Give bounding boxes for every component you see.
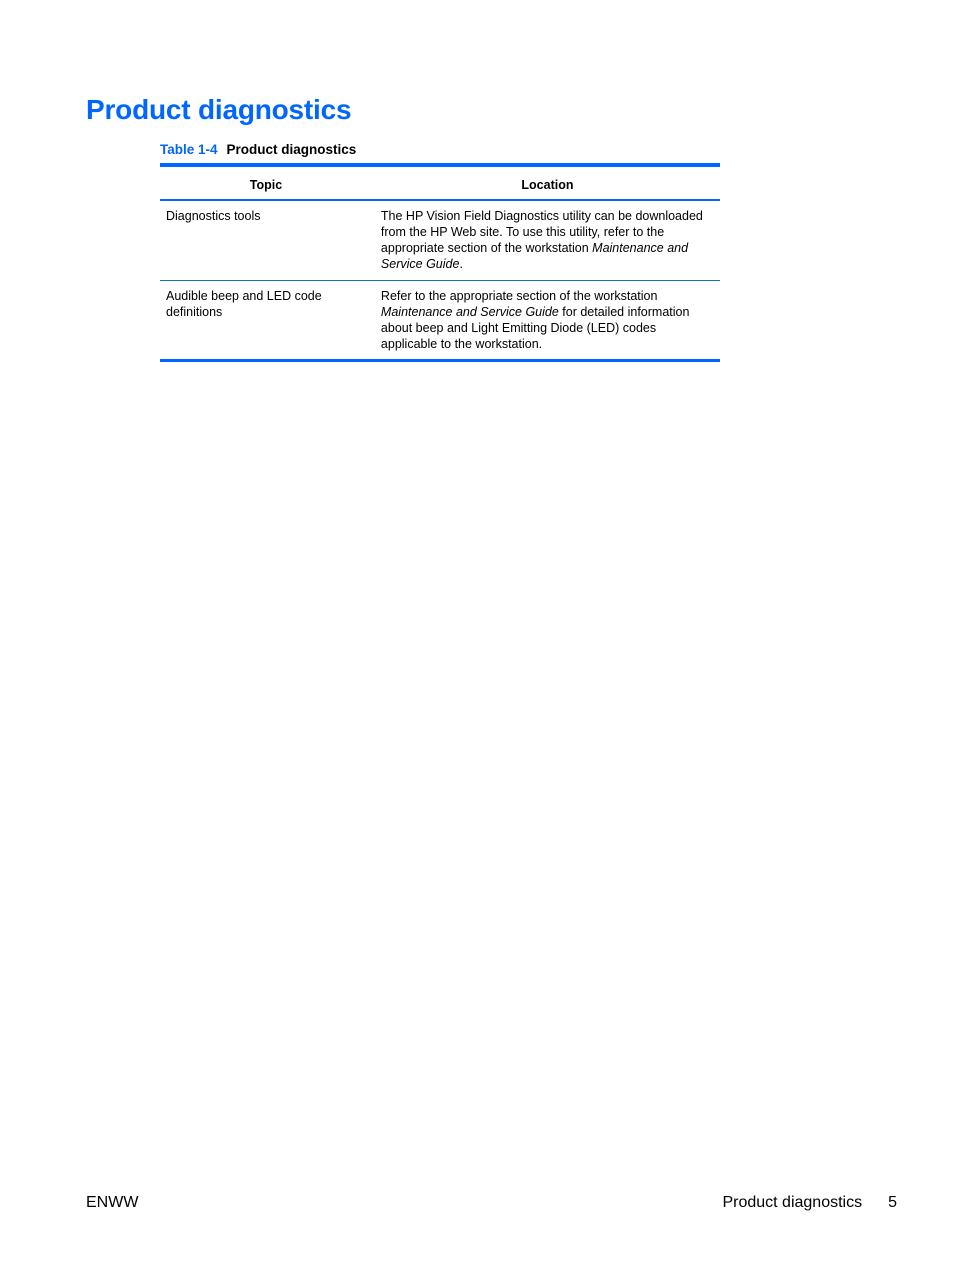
footer-section bbox=[722, 1193, 897, 1213]
location-cell bbox=[372, 281, 720, 361]
table-row bbox=[160, 200, 720, 281]
location-cell bbox=[372, 200, 720, 281]
table-number: Table 1-4 bbox=[160, 142, 218, 157]
header-topic: Topic bbox=[160, 165, 372, 200]
guide-title: Maintenance and Service Guide bbox=[380, 305, 559, 319]
header-location: Location bbox=[372, 165, 720, 200]
table-caption bbox=[160, 142, 356, 158]
location-text: Refer to the appropriate section of the workstation bbox=[380, 289, 658, 303]
topic-cell: Audible beep and LED code definitions bbox=[166, 289, 322, 319]
guide-title: Maintenance and Service Guide bbox=[380, 241, 689, 271]
location-text: The HP Vision Field Diagnostics utility can be downloaded from the HP Web site. To use this utility, refer to the appropriate section of the workstation bbox=[380, 209, 703, 255]
page-title: Product diagnostics bbox=[86, 94, 352, 125]
footer-locale: ENWW bbox=[86, 1194, 139, 1211]
location-text-end: for detailed information about beep and Light Emitting Diode (LED) codes applicable to the workstation. bbox=[380, 305, 690, 351]
table-row bbox=[160, 281, 720, 361]
table-header-row bbox=[160, 165, 720, 200]
footer-section-title: Product diagnostics bbox=[722, 1194, 863, 1211]
table-title: Product diagnostics bbox=[226, 142, 357, 157]
topic-cell: Diagnostics tools bbox=[160, 200, 372, 281]
page-number: 5 bbox=[888, 1194, 897, 1211]
product-diagnostics-table bbox=[160, 163, 720, 362]
location-text-end: . bbox=[459, 257, 463, 271]
